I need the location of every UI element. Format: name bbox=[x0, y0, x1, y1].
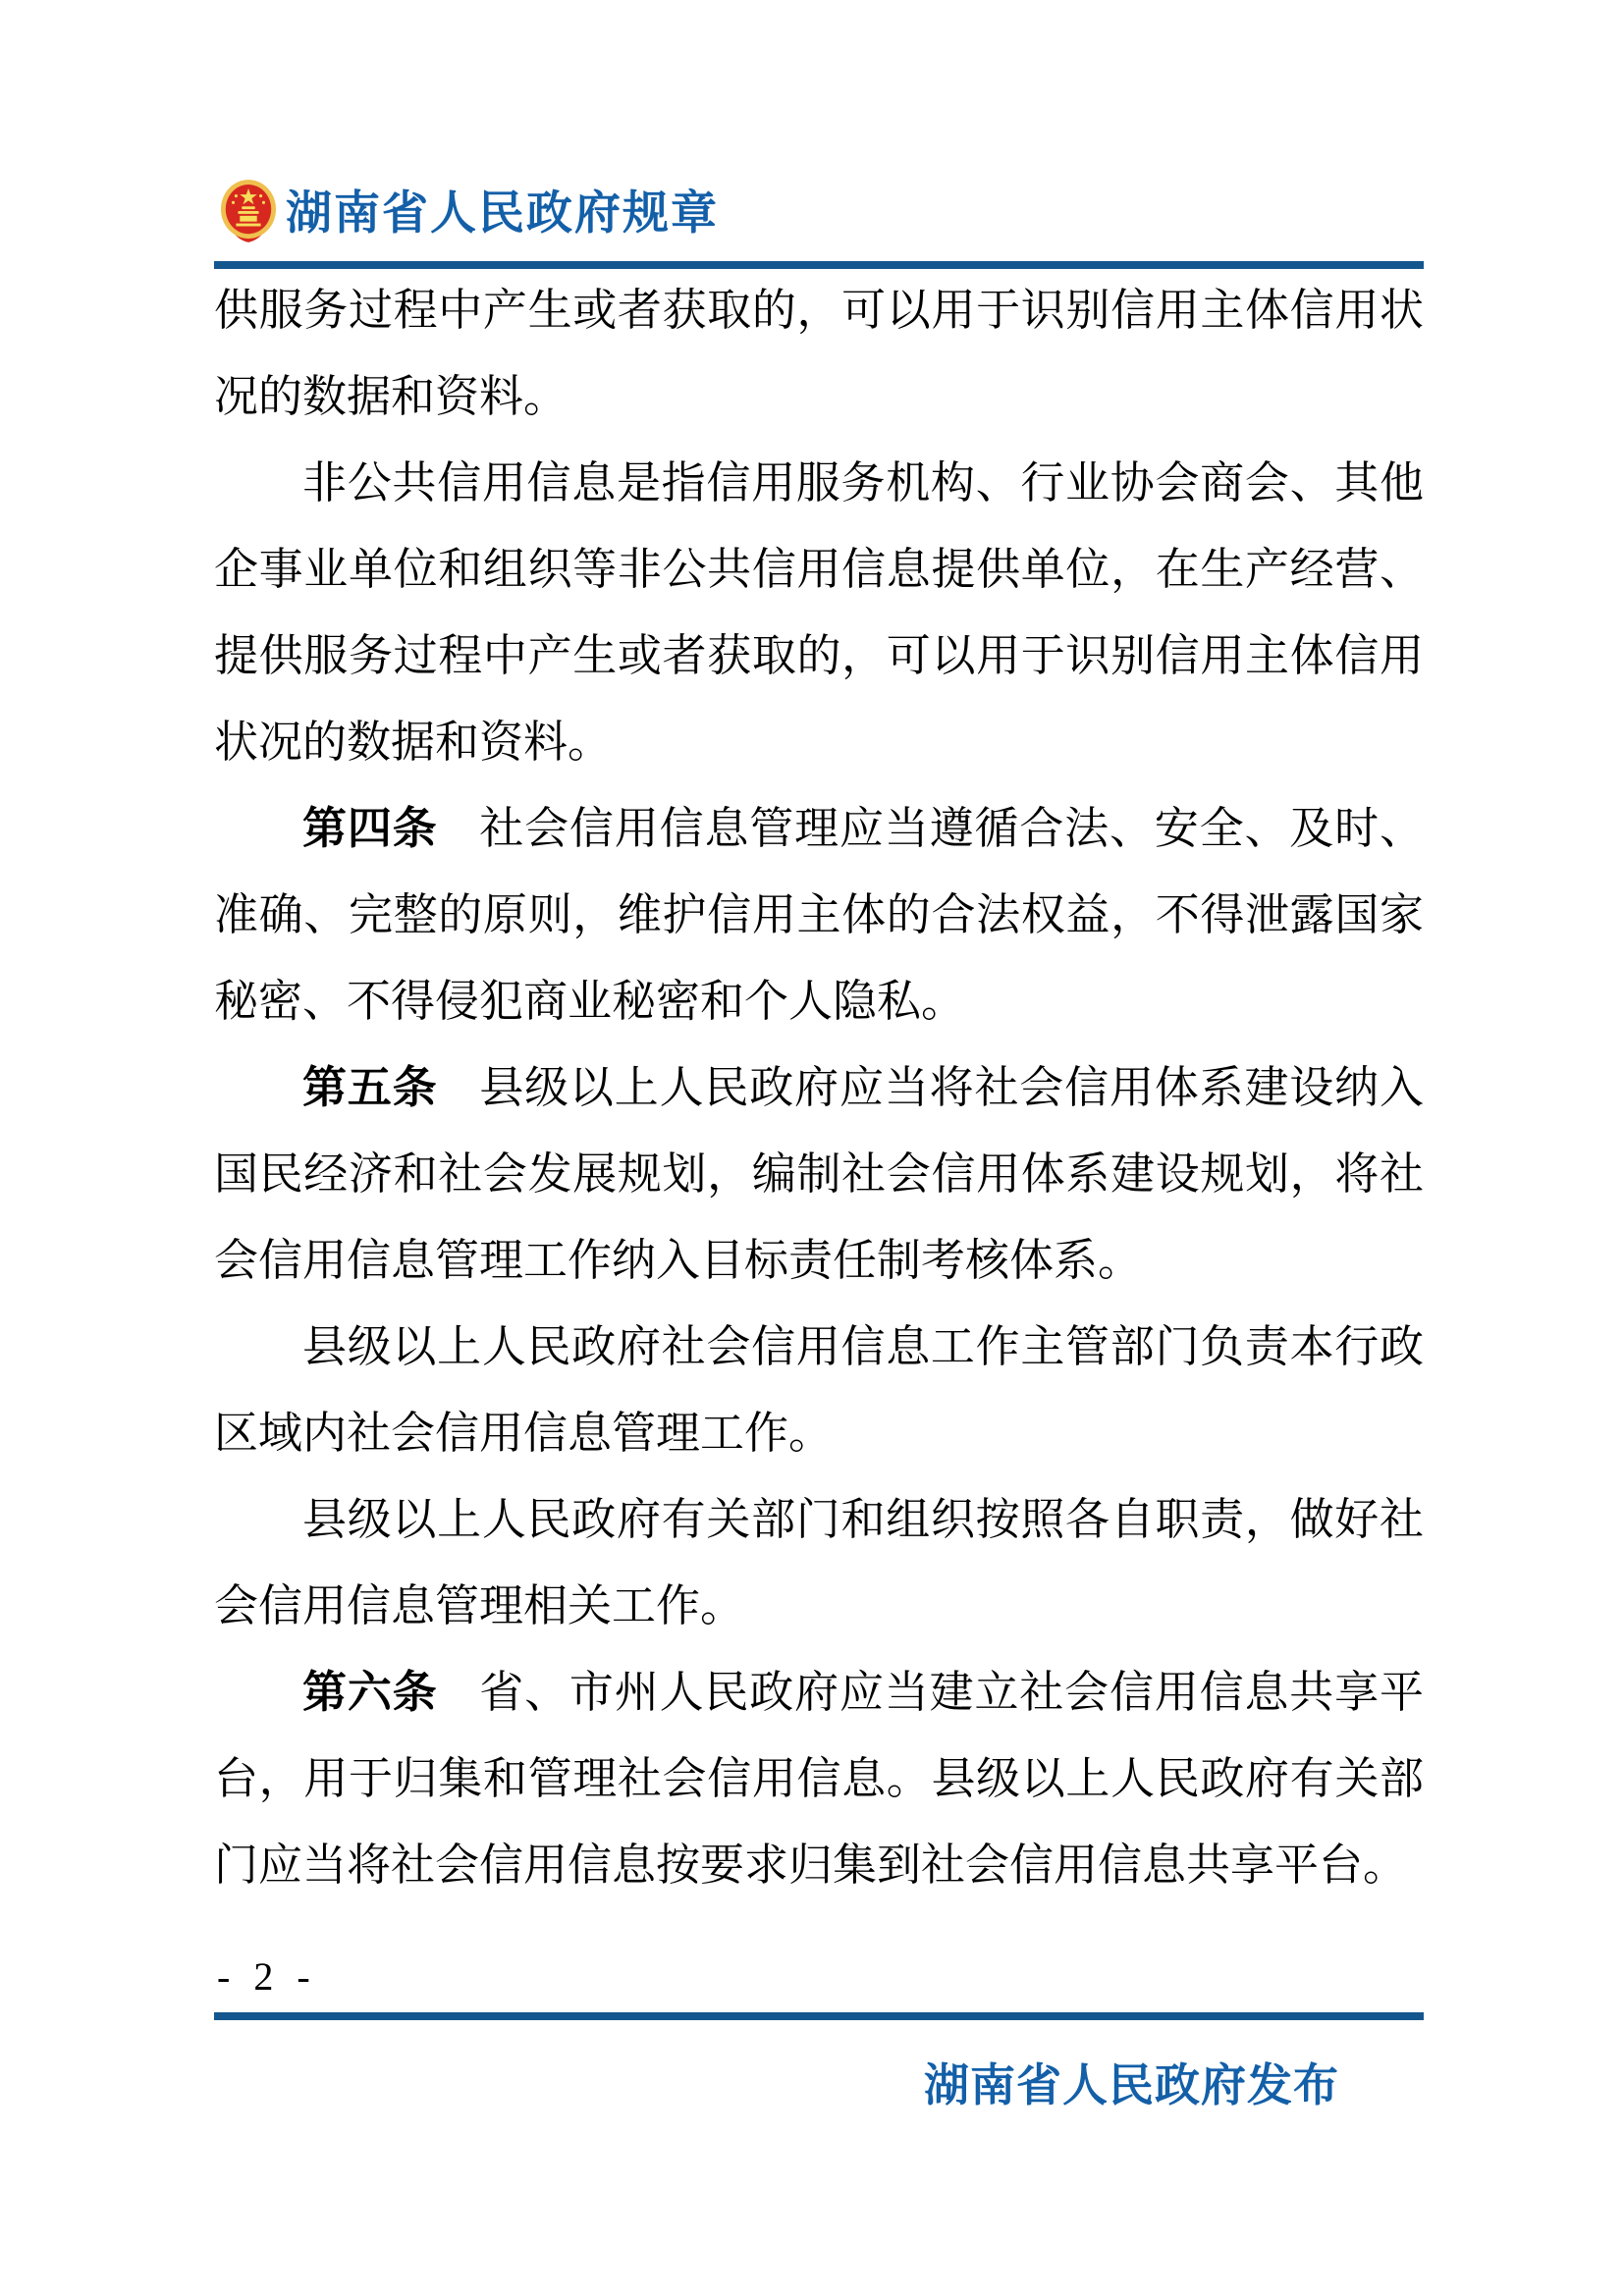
national-emblem-icon bbox=[220, 180, 277, 244]
body-paragraph bbox=[214, 267, 1424, 440]
footer-rule bbox=[214, 2012, 1424, 2020]
article-number: 第四条 bbox=[302, 803, 438, 853]
body-paragraph bbox=[214, 440, 1424, 785]
publisher-label: 湖南省人民政府发布 bbox=[924, 2060, 1339, 2110]
document-body bbox=[214, 267, 1424, 1908]
document-header bbox=[220, 179, 719, 245]
paragraph-text: 非公共信用信息是指信用服务机构、行业协会商会、其他企事业单位和组织等非公共信用信息提供单位，在生产经营、提供服务过程中产生或者获取的，可以用于识别信用主体信用状况的数据和资料。 bbox=[214, 458, 1424, 767]
page-title: 湖南省人民政府规章 bbox=[286, 186, 719, 239]
paragraph-text: 县级以上人民政府有关部门和组织按照各自职责，做好社会信用信息管理相关工作。 bbox=[214, 1495, 1424, 1630]
body-paragraph bbox=[214, 1304, 1424, 1476]
paragraph-text: 县级以上人民政府社会信用信息工作主管部门负责本行政区域内社会信用信息管理工作。 bbox=[214, 1322, 1424, 1458]
page-number: - 2 - bbox=[217, 1954, 317, 1999]
article-number: 第五条 bbox=[302, 1062, 438, 1112]
body-paragraph bbox=[214, 785, 1424, 1044]
body-paragraph bbox=[214, 1649, 1424, 1908]
paragraph-text: 省、市州人民政府应当建立社会信用信息共享平台，用于归集和管理社会信用信息。县级以上人民政府有关部门应当将社会信用信息按要求归集到社会信用信息共享平台。 bbox=[214, 1668, 1424, 1890]
paragraph-text: 社会信用信息管理应当遵循合法、安全、及时、准确、完整的原则，维护信用主体的合法权益，不得泄露国家秘密、不得侵犯商业秘密和个人隐私。 bbox=[214, 804, 1424, 1026]
article-number: 第六条 bbox=[302, 1667, 438, 1717]
paragraph-text: 供服务过程中产生或者获取的，可以用于识别信用主体信用状况的数据和资料。 bbox=[214, 286, 1424, 421]
body-paragraph bbox=[214, 1044, 1424, 1304]
body-paragraph bbox=[214, 1476, 1424, 1649]
paragraph-text: 县级以上人民政府应当将社会信用体系建设纳入国民经济和社会发展规划，编制社会信用体系建设规划，将社会信用信息管理工作纳入目标责任制考核体系。 bbox=[214, 1063, 1424, 1285]
